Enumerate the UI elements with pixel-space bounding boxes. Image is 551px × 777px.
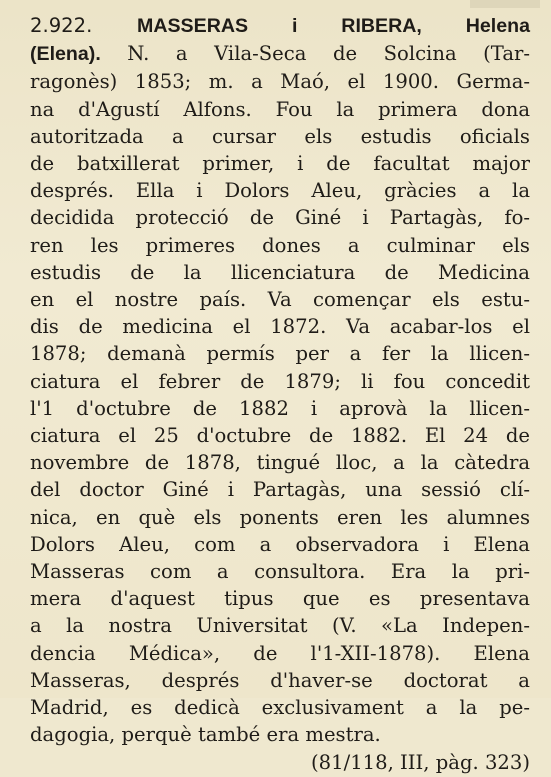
- entry-line: dagogia, perquè també era mestra.: [30, 723, 381, 747]
- entry-name: MASSERAS i RIBERA, Helena: [137, 15, 530, 37]
- entry-line: a la nostra Universitat (V. «La Indepen-: [30, 614, 530, 638]
- entry-line: 1878; demanà permís per a fer la llicen-: [30, 342, 530, 366]
- entry-line: Dolors Aleu, com a observadora i Elena: [30, 532, 530, 556]
- entry-line: novembre de 1878, tingué lloc, a la càtedra: [30, 451, 530, 475]
- entry-line: ciatura el febrer de 1879; li fou concedit: [30, 369, 530, 393]
- entry-alias: (Elena).: [30, 43, 101, 66]
- entry-line: estudis de la llicenciatura de Medicina: [30, 260, 530, 284]
- entry-line: Madrid, es dedicà exclusivament a la pe-: [30, 696, 530, 720]
- source-reference: (81/118, III, pàg. 323): [311, 751, 530, 775]
- entry-line: dis de medicina el 1872. Va acabar-los el: [30, 315, 530, 339]
- entry-line: nica, en què els ponents eren les alumnes: [30, 505, 530, 529]
- entry-line: na d'Agustí Alfons. Fou la primera dona: [30, 97, 530, 121]
- entry-number: 2.922.: [30, 14, 93, 37]
- biographical-entry: [30, 12, 530, 777]
- entry-line: en el nostre país. Va començar els estu-: [30, 288, 530, 312]
- entry-line: ren les primeres dones a culminar els: [30, 233, 530, 257]
- entry-line: dencia Médica», de l'1-XII-1878). Elena: [30, 641, 530, 665]
- entry-line: Masseras com a consultora. Era la pri-: [30, 560, 530, 584]
- entry-line: mera d'aquest tipus que es presentava: [30, 587, 530, 611]
- entry-line: després. Ella i Dolors Aleu, gràcies a la: [30, 179, 530, 203]
- entry-line: l'1 d'octubre de 1882 i aprovà la llicen-: [30, 396, 530, 420]
- entry-line: decidida protecció de Giné i Partagàs, fo-: [30, 206, 530, 230]
- entry-line: Masseras, després d'haver-se doctorat a: [30, 668, 530, 692]
- scan-smudge: [470, 0, 540, 8]
- entry-line: (Elena). N. a Vila-Seca de Solcina (Tar-: [30, 42, 530, 66]
- entry-line: ciatura el 25 d'octubre de 1882. El 24 de: [30, 424, 530, 448]
- entry-line: de batxillerat primer, i de facultat major: [30, 152, 530, 176]
- entry-line: del doctor Giné i Partagàs, una sessió clí-: [30, 478, 530, 502]
- entry-line: autoritzada a cursar els estudis oficials: [30, 124, 530, 148]
- entry-heading-line: [30, 12, 530, 40]
- entry-line: ragonès) 1853; m. a Maó, el 1900. Germa-: [30, 70, 530, 94]
